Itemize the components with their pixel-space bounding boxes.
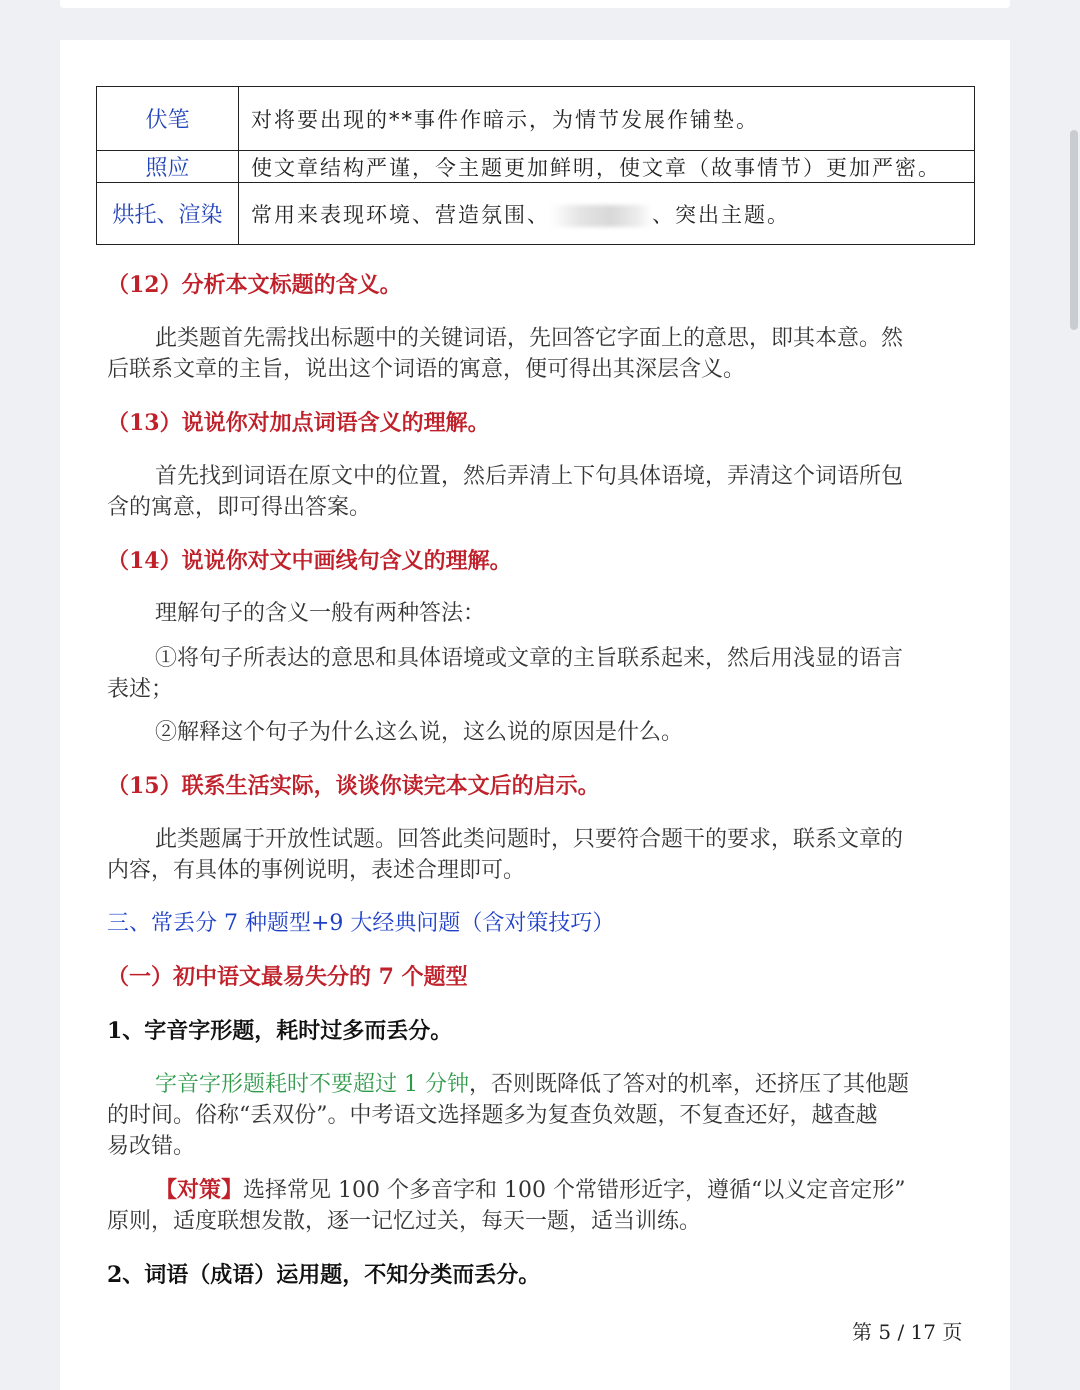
table-row xyxy=(97,87,975,151)
desc-text: 、突出主题。 xyxy=(652,202,790,227)
scrollbar-thumb[interactable] xyxy=(1070,130,1078,330)
strategy-label: 【对策】 xyxy=(155,1177,244,1203)
term-cell: 伏笔 xyxy=(97,87,239,151)
scrollbar[interactable] xyxy=(1066,0,1080,1388)
paragraph-line: ②解释这个句子为什么这么说，这么说的原因是什么。 xyxy=(155,720,684,745)
item-title: 1、字音字形题，耗时过多而丢分。 xyxy=(107,1018,453,1044)
question-title: （13）说说你对加点词语含义的理解。 xyxy=(107,410,490,436)
paragraph-line: 易改错。 xyxy=(107,1134,196,1159)
section-heading: 三、常丢分 7 种题型+9 大经典问题（含对策技巧） xyxy=(107,911,615,936)
page-number: 第 5 / 17 页 xyxy=(852,1320,963,1344)
paragraph-line: 原则，适度联想发散，逐一记忆过关，每天一题，适当训练。 xyxy=(107,1209,702,1234)
table-row xyxy=(97,151,975,183)
paragraph-line: 首先找到词语在原文中的位置，然后弄清上下句具体语境，弄清这个词语所包 xyxy=(155,464,904,489)
desc-cell: 使文章结构严谨，令主题更加鲜明，使文章（故事情节）更加严密。 xyxy=(239,151,975,183)
paragraph-line xyxy=(107,1175,1015,1206)
desc-text: 常用来表现环境、营造氛围、 xyxy=(251,202,550,227)
paragraph-line: 后联系文章的主旨，说出这个词语的寓意，便可得出其深层含义。 xyxy=(107,357,746,382)
question-title: （12）分析本文标题的含义。 xyxy=(107,272,402,298)
question-title: （14）说说你对文中画线句含义的理解。 xyxy=(107,548,512,574)
text-span: ，否则既降低了答对的机率，还挤压了其他题 xyxy=(469,1072,910,1097)
desc-cell xyxy=(239,183,975,245)
question-title: （15）联系生活实际，谈谈你读完本文后的启示。 xyxy=(107,773,600,799)
term-cell: 烘托、渲染 xyxy=(97,183,239,245)
paragraph-line: 的时间。俗称“丢双份”。中考语文选择题多为复查负效题，不复查还好，越查越 xyxy=(107,1103,878,1128)
paragraph-line xyxy=(107,1069,1015,1100)
subsection-heading: （一）初中语文最易失分的 7 个题型 xyxy=(107,964,468,990)
paragraph-line: ①将句子所表达的意思和具体语境或文章的主旨联系起来，然后用浅显的语言 xyxy=(155,646,904,671)
highlight-text: 字音字形题耗时不要超过 1 分钟 xyxy=(155,1072,469,1097)
paragraph-line: 内容，有具体的事例说明，表述合理即可。 xyxy=(107,858,526,883)
text-span: 选择常见 100 个多音字和 100 个常错形近字，遵循“以义定音定形” xyxy=(243,1178,906,1203)
paragraph-line: 含的寓意，即可得出答案。 xyxy=(107,495,372,520)
paragraph-line: 理解句子的含义一般有两种答法： xyxy=(155,601,486,626)
table-row xyxy=(97,183,975,245)
item-title: 2、词语（成语）运用题，不知分类而丢分。 xyxy=(107,1262,541,1288)
paragraph-line: 表述； xyxy=(107,677,174,702)
paragraph-line: 此类题首先需找出标题中的关键词语，先回答它字面上的意思，即其本意。然 xyxy=(155,326,904,351)
term-cell: 照应 xyxy=(97,151,239,183)
blurred-redaction xyxy=(550,205,652,227)
desc-cell: 对将要出现的**事件作暗示，为情节发展作铺垫。 xyxy=(239,87,975,151)
paragraph-line: 此类题属于开放性试题。回答此类问题时，只要符合题干的要求，联系文章的 xyxy=(155,827,904,852)
terms-table xyxy=(96,86,975,245)
previous-page-edge xyxy=(60,0,1010,8)
